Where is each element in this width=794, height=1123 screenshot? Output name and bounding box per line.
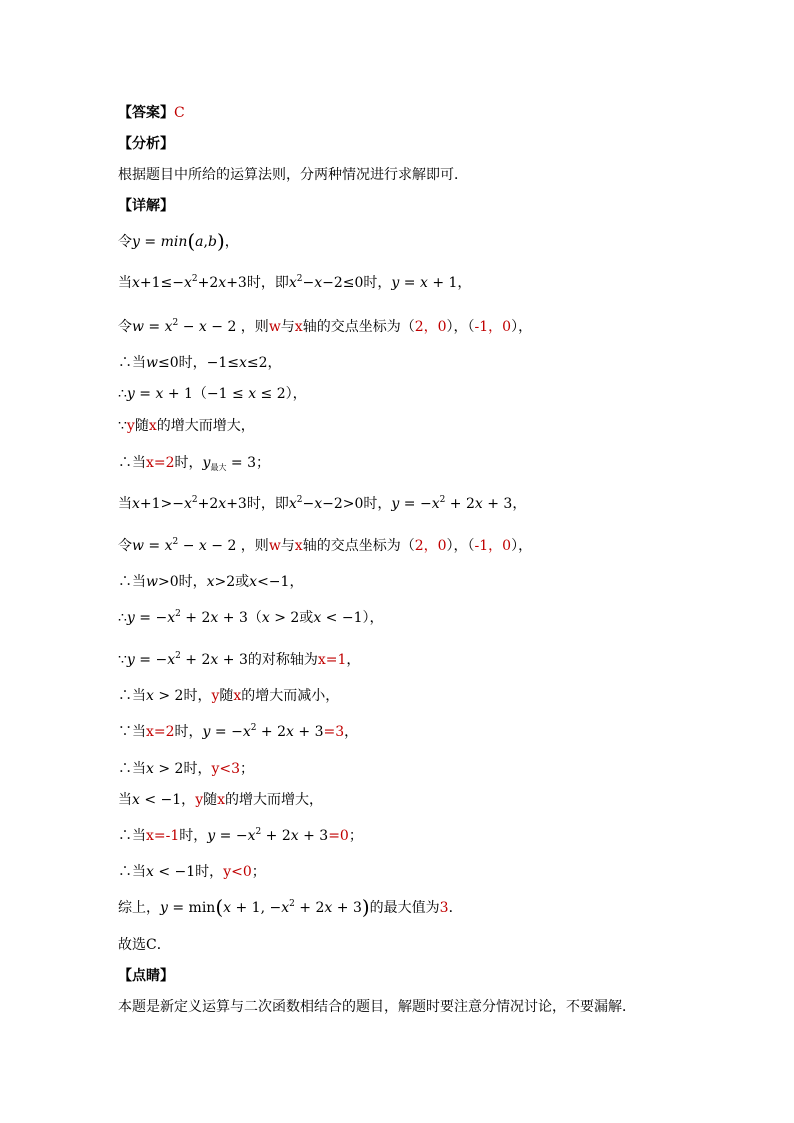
text-segment: = − — [399, 496, 432, 512]
text-segment: 的增大而增大， — [156, 418, 255, 434]
text-segment: w — [146, 574, 158, 590]
text-segment: = − — [134, 652, 168, 668]
text-line-l08 — [118, 353, 282, 373]
text-segment: -1，0 — [474, 319, 512, 335]
text-segment: +3时，即 — [226, 275, 289, 291]
text-line-l03 — [118, 165, 468, 185]
text-segment: ， — [346, 652, 361, 668]
text-segment: 轴的交点坐标为（ — [302, 319, 415, 335]
text-line-l02 — [118, 134, 174, 154]
text-segment: x — [261, 610, 270, 626]
text-segment: 2 — [439, 495, 446, 505]
text-segment: x — [198, 538, 207, 554]
text-line-l07 — [118, 317, 532, 337]
text-segment: w — [132, 538, 144, 554]
text-segment: y — [195, 792, 204, 808]
text-segment: ），（ — [446, 538, 475, 554]
text-segment: < −1， — [139, 792, 196, 808]
text-segment: > 2时， — [153, 761, 212, 777]
text-segment: + 2 — [180, 610, 211, 626]
text-segment: 3 — [439, 900, 449, 916]
text-segment: ）， — [511, 538, 533, 554]
text-segment: 当 — [118, 792, 132, 808]
text-segment: 的增大而减小， — [241, 688, 340, 704]
text-segment: y — [126, 418, 135, 434]
text-segment: x — [167, 610, 176, 626]
text-segment: + 1 — [427, 275, 458, 291]
text-segment: ， — [224, 234, 239, 250]
text-segment: x — [474, 496, 483, 512]
text-segment: +1≤− — [139, 275, 185, 291]
text-segment: x=2 — [146, 724, 175, 740]
text-line-l17 — [118, 686, 339, 706]
text-segment: min — [160, 234, 188, 250]
text-segment: x — [155, 386, 164, 402]
text-segment: ∵当 — [118, 724, 146, 740]
text-segment: 2 — [191, 495, 198, 505]
text-segment: y — [126, 386, 135, 402]
text-segment: − 2 ，则 — [206, 319, 269, 335]
text-segment: C — [174, 105, 185, 121]
text-segment: a — [195, 234, 204, 250]
text-segment: < −1）， — [321, 610, 384, 626]
text-segment: x — [167, 652, 176, 668]
text-segment: x — [210, 610, 219, 626]
text-segment: +2 — [197, 496, 219, 512]
text-segment: x — [324, 900, 333, 916]
text-segment: + 3（ — [218, 610, 262, 626]
text-segment: ∵ — [118, 418, 127, 434]
text-segment: =3 — [323, 724, 345, 740]
text-segment: = — [399, 275, 420, 291]
text-segment: 【答案】 — [118, 105, 174, 121]
text-line-l18 — [118, 722, 358, 742]
text-segment: ∴当 — [118, 864, 146, 880]
text-segment: + 3 — [298, 828, 329, 844]
text-segment: 综上， — [118, 900, 160, 916]
text-segment: ∵ — [118, 652, 127, 668]
text-segment: − 2 ，则 — [206, 538, 269, 554]
text-segment: + 2 — [445, 496, 475, 512]
text-segment: x — [184, 496, 192, 512]
text-segment: w — [146, 355, 158, 371]
text-segment: y — [202, 724, 211, 740]
text-segment: y — [391, 496, 400, 512]
text-segment: x — [314, 496, 323, 512]
text-segment: ≤2， — [246, 355, 282, 371]
text-segment: x — [419, 275, 428, 291]
text-segment: ) — [216, 229, 225, 253]
text-segment: 当 — [118, 496, 132, 512]
text-segment: +1>− — [139, 496, 185, 512]
text-segment: 轴的交点坐标为（ — [302, 538, 415, 554]
text-segment: ∴当 — [118, 688, 146, 704]
text-segment: ），（ — [446, 319, 475, 335]
text-segment: ∴ — [118, 610, 127, 626]
text-segment: x — [217, 792, 226, 808]
text-line-l25 — [118, 966, 174, 986]
text-segment: = — [143, 319, 165, 335]
text-line-l10 — [118, 416, 255, 436]
text-segment: x — [294, 319, 303, 335]
text-segment: x — [431, 496, 440, 512]
text-segment: x — [294, 538, 303, 554]
text-segment: x — [132, 275, 140, 291]
text-segment: x=-1 — [146, 828, 180, 844]
text-segment: x — [148, 418, 157, 434]
text-segment: >0时， — [157, 574, 207, 590]
text-segment: x — [288, 275, 297, 291]
text-segment: ( — [215, 895, 224, 919]
text-segment: x — [218, 275, 227, 291]
text-segment: x — [247, 828, 256, 844]
text-segment: = min — [167, 900, 216, 916]
text-segment: 随 — [219, 688, 234, 704]
text-line-l12 — [118, 494, 526, 514]
text-line-l16 — [118, 650, 360, 670]
text-segment: ）， — [511, 319, 533, 335]
text-segment: − — [302, 275, 315, 291]
text-segment: x — [249, 574, 258, 590]
text-segment: ≤0时，−1≤ — [157, 355, 239, 371]
text-segment: x — [146, 688, 154, 704]
text-segment: y — [126, 610, 135, 626]
text-segment: -1，0 — [474, 538, 512, 554]
text-line-l13 — [118, 536, 532, 556]
text-segment: y — [211, 688, 220, 704]
text-segment: 故选C． — [118, 937, 171, 953]
text-line-l14 — [118, 572, 303, 592]
text-segment: 的最大值为 — [369, 900, 440, 916]
text-segment: x — [206, 574, 215, 590]
text-segment: + 3 — [293, 724, 324, 740]
text-line-l23 — [118, 895, 463, 919]
text-segment: 令 — [118, 319, 132, 335]
text-line-l15 — [118, 608, 384, 628]
text-segment: 本题是新定义运算与二次函数相结合的题目，解题时要注意分情况讨论，不要漏解． — [118, 999, 636, 1015]
text-line-l21 — [118, 826, 363, 846]
text-segment: 令 — [118, 234, 132, 250]
text-segment: x — [132, 496, 140, 512]
text-segment: 2 — [255, 827, 262, 837]
text-segment: ∴当 — [118, 455, 146, 471]
text-segment: < −1时， — [153, 864, 224, 880]
text-segment: = — [143, 538, 165, 554]
text-segment: y — [391, 275, 400, 291]
text-segment: 当 — [118, 275, 132, 291]
text-segment: −2≤0时， — [322, 275, 392, 291]
text-segment: = — [139, 234, 161, 250]
text-segment: 2 — [289, 899, 295, 909]
text-segment: ， — [344, 724, 359, 740]
text-segment: ∴当 — [118, 828, 146, 844]
text-segment: ， — [457, 275, 472, 291]
text-segment: y — [160, 900, 168, 916]
text-segment: x — [164, 319, 173, 335]
text-segment: + 2 — [261, 828, 291, 844]
text-segment: w — [132, 319, 144, 335]
text-segment: > 2时， — [153, 688, 212, 704]
text-line-l06 — [118, 273, 471, 293]
text-segment: 2 — [296, 495, 303, 505]
text-segment: x — [146, 761, 154, 777]
text-segment: 2 — [175, 609, 181, 619]
text-line-l11 — [118, 453, 270, 473]
text-segment: − — [302, 496, 315, 512]
text-segment: + 2 — [294, 900, 325, 916]
text-segment: 与 — [280, 538, 295, 554]
text-segment: 与 — [280, 319, 295, 335]
text-segment: x — [286, 724, 294, 740]
text-segment: + 3 — [218, 652, 248, 668]
text-segment: x — [218, 496, 227, 512]
text-segment: w — [268, 319, 281, 335]
text-segment: w — [268, 538, 281, 554]
text-segment: ， — [512, 496, 527, 512]
text-segment: 2 — [250, 723, 257, 733]
text-segment: x — [223, 900, 232, 916]
text-line-l20 — [118, 790, 323, 810]
text-segment: x — [239, 355, 247, 371]
text-segment: + 1（−1 ≤ — [163, 386, 249, 402]
text-segment: 时， — [174, 455, 203, 471]
text-segment: x=1 — [317, 652, 347, 668]
text-segment: 随 — [203, 792, 218, 808]
text-segment: y — [207, 828, 216, 844]
text-segment: 随 — [134, 418, 149, 434]
text-segment: > 2或 — [269, 610, 314, 626]
text-segment: − — [178, 319, 199, 335]
text-segment: b — [207, 234, 217, 250]
text-line-l05 — [118, 229, 239, 253]
text-segment: 的对称轴为 — [247, 652, 318, 668]
text-segment: ( — [187, 229, 196, 253]
text-segment: x — [281, 900, 290, 916]
text-segment: x — [210, 652, 219, 668]
text-segment: ∴当 — [118, 574, 146, 590]
text-segment: 时， — [179, 828, 208, 844]
text-segment: + 3 — [332, 900, 362, 916]
text-segment: 的增大而增大， — [225, 792, 324, 808]
text-segment: 时， — [174, 724, 203, 740]
text-line-l26 — [118, 997, 636, 1017]
text-segment: x — [164, 538, 173, 554]
text-segment: y — [126, 652, 135, 668]
text-segment: ∴当 — [118, 761, 146, 777]
text-segment: = − — [134, 610, 168, 626]
text-segment: x — [290, 828, 299, 844]
text-segment: ≤ 2）， — [256, 386, 307, 402]
text-segment: x — [184, 275, 192, 291]
text-segment: = — [134, 386, 156, 402]
text-segment: y<0 — [223, 864, 252, 880]
text-segment: x — [313, 610, 322, 626]
text-segment: = − — [215, 828, 248, 844]
text-segment: y<3 — [211, 761, 240, 777]
text-segment: + 2 — [256, 724, 287, 740]
text-segment: 根据题目中所给的运算法则，分两种情况进行求解即可． — [118, 167, 468, 183]
text-segment: ； — [348, 828, 363, 844]
text-segment: , — [203, 234, 208, 250]
text-segment: 【详解】 — [118, 198, 174, 214]
text-segment: 2 — [172, 537, 179, 547]
text-segment: x — [146, 864, 154, 880]
text-segment: = 3； — [226, 455, 271, 471]
text-segment: 2，0 — [414, 538, 447, 554]
text-segment: = − — [210, 724, 243, 740]
text-segment: ． — [448, 900, 463, 916]
text-segment: ； — [251, 864, 266, 880]
text-segment: 【分析】 — [118, 136, 174, 152]
text-line-l24 — [118, 935, 171, 955]
text-segment: x — [198, 319, 207, 335]
text-segment: −2>0时， — [322, 496, 392, 512]
text-segment: x — [233, 688, 242, 704]
text-segment: >2或 — [214, 574, 250, 590]
text-segment: x=2 — [146, 455, 175, 471]
text-segment: 【点睛】 — [118, 968, 174, 984]
text-segment: y — [202, 455, 211, 471]
text-segment: x — [242, 724, 251, 740]
text-segment: +3时，即 — [226, 496, 289, 512]
text-line-l04 — [118, 196, 174, 216]
text-segment: 2，0 — [414, 319, 447, 335]
text-segment: <−1， — [257, 574, 304, 590]
text-line-l22 — [118, 862, 266, 882]
text-segment: − — [178, 538, 199, 554]
text-line-l19 — [118, 759, 254, 779]
text-segment: 最大 — [210, 463, 227, 472]
text-segment: 2 — [191, 274, 198, 284]
text-segment: +2 — [197, 275, 219, 291]
text-line-l01 — [118, 103, 185, 123]
text-segment: x — [288, 496, 297, 512]
text-segment: ∴当 — [118, 355, 146, 371]
text-segment: 令 — [118, 538, 132, 554]
text-segment: + 1, − — [231, 900, 282, 916]
text-segment: 2 — [172, 318, 179, 328]
text-segment: =0 — [328, 828, 349, 844]
text-segment: x — [314, 275, 323, 291]
text-line-l09 — [118, 384, 307, 404]
text-segment: + 2 — [180, 652, 211, 668]
text-segment: ) — [361, 895, 370, 919]
text-segment: x — [132, 792, 140, 808]
text-segment: x — [248, 386, 257, 402]
text-segment: ∴ — [118, 386, 127, 402]
text-segment: ； — [240, 761, 254, 777]
text-segment: 2 — [175, 651, 181, 661]
text-segment: + 3 — [482, 496, 513, 512]
text-segment: y — [132, 234, 140, 250]
text-segment: 2 — [296, 274, 303, 284]
